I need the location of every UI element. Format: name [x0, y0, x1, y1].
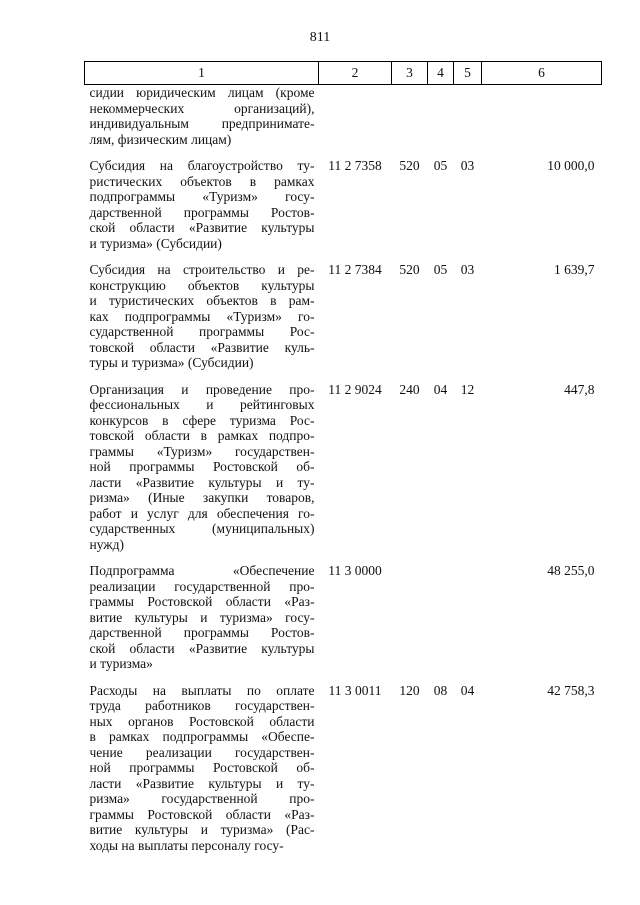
description-line: товской области «Развитие куль-	[89, 339, 315, 355]
row-target-article: 11 2 9024	[328, 381, 382, 397]
description-line: Подпрограмма «Обеспечение	[89, 563, 315, 578]
description-line: конструкцию объектов культуры	[89, 277, 315, 293]
table-row	[85, 158, 602, 251]
header-col-5: 5	[454, 62, 482, 85]
description-line: фессиональных и рейтинговых	[89, 397, 315, 412]
row-expense-type: 240	[399, 381, 420, 397]
description-line: сударственной программы Рос-	[89, 324, 315, 339]
header-col-1: 1	[85, 62, 319, 85]
row-target-article: 11 2 7358	[328, 158, 382, 173]
row-target-article	[319, 85, 392, 148]
row-target-article: 11 2 7384	[328, 262, 382, 277]
row-subsection: 03	[460, 158, 475, 173]
description-line: в рамках подпрограммы «Обеспе-	[89, 729, 315, 744]
row-section: 04	[433, 381, 448, 397]
header-col-3: 3	[392, 62, 428, 85]
table-row	[85, 262, 602, 371]
row-section: 08	[433, 682, 448, 698]
row-section: 05	[433, 262, 448, 277]
row-expense-type: 520	[399, 158, 420, 173]
description-line: конкурсов в сфере туризма Рос-	[89, 412, 315, 428]
description-line: ской области «Развитие культуры	[89, 640, 315, 656]
row-amount: 48 255,0	[547, 563, 595, 578]
description-line: индивидуальным предпринимате-	[89, 116, 315, 131]
row-amount: 10 000,0	[547, 158, 595, 173]
header-col-6: 6	[482, 62, 602, 85]
description-line: витие культуры и туризма» (Рас-	[89, 822, 315, 837]
row-description	[85, 262, 319, 371]
row-subsection: 03	[460, 262, 475, 277]
row-description	[85, 563, 319, 672]
table-row	[85, 382, 602, 553]
description-line: труда работников государствен-	[89, 698, 315, 713]
header-col-4: 4	[428, 62, 454, 85]
table-row	[85, 683, 602, 854]
row-description	[85, 85, 319, 148]
description-line: Расходы на выплаты по оплате	[89, 682, 315, 698]
row-amount: 447,8	[564, 381, 595, 397]
row-expense-type	[392, 85, 428, 148]
row-description	[85, 158, 319, 251]
description-line: сударственных (муниципальных)	[89, 521, 315, 536]
page-number: 811	[309, 30, 331, 45]
table-body	[85, 85, 602, 854]
row-description	[85, 683, 319, 854]
row-spacer	[85, 147, 602, 158]
description-line: лям, физическим лицам)	[89, 131, 232, 147]
header-row	[85, 62, 602, 85]
row-spacer	[85, 251, 602, 262]
description-line: подпрограммы «Туризм» госу-	[89, 189, 315, 204]
description-line: дарственной программы Ростов-	[89, 625, 315, 640]
row-spacer	[85, 371, 602, 382]
description-line: товской области в рамках подпро-	[89, 428, 315, 443]
row-subsection: 12	[460, 381, 475, 397]
row-description	[85, 382, 319, 553]
description-line: Субсидия на благоустройство ту-	[89, 158, 315, 173]
budget-table	[84, 61, 602, 853]
description-line: ристических объектов в рамках	[89, 173, 315, 189]
description-line: ласти «Развитие культуры и ту-	[89, 775, 315, 791]
description-line: чение реализации государствен-	[89, 744, 315, 760]
row-expense-type: 120	[399, 682, 420, 698]
description-line: реализации государственной про-	[89, 578, 315, 594]
description-line: ных органов Ростовской области	[89, 713, 315, 729]
description-line: ках подпрограммы «Туризм» го-	[89, 308, 315, 324]
row-section	[428, 85, 454, 148]
row-spacer	[85, 672, 602, 683]
description-line: ласти «Развитие культуры и ту-	[89, 474, 315, 490]
description-line: работ и услуг для обеспечения го-	[89, 505, 315, 521]
row-expense-type	[392, 563, 428, 672]
row-amount: 1 639,7	[554, 262, 595, 277]
description-line: ходы на выплаты персоналу госу-	[89, 837, 284, 853]
row-amount: 42 758,3	[547, 682, 595, 698]
description-line: граммы «Туризм» государствен-	[89, 443, 315, 459]
row-subsection	[454, 85, 482, 148]
description-line: Субсидия на строительство и ре-	[89, 262, 315, 277]
table-row	[85, 85, 602, 148]
row-expense-type: 520	[399, 262, 420, 277]
description-line: сидии юридическим лицам (кроме	[89, 85, 315, 100]
row-target-article: 11 3 0011	[328, 682, 382, 698]
description-line: и туристических объектов в рам-	[89, 293, 315, 308]
description-line: дарственной программы Ростов-	[89, 204, 315, 220]
row-subsection	[454, 563, 482, 672]
description-line: витие культуры и туризма» госу-	[89, 609, 315, 625]
description-line: ной программы Ростовской об-	[89, 459, 315, 474]
row-amount	[482, 85, 602, 148]
description-line: и туризма» (Субсидии)	[89, 235, 222, 251]
description-line: и туризма»	[89, 656, 153, 671]
description-line: граммы Ростовской области «Раз-	[89, 806, 315, 822]
description-line: некоммерческих организаций),	[89, 100, 315, 116]
table-row	[85, 563, 602, 672]
header-col-2: 2	[319, 62, 392, 85]
row-section: 05	[433, 158, 448, 173]
description-line: ской области «Развитие культуры	[89, 220, 315, 235]
row-subsection: 04	[460, 682, 475, 698]
description-line: ризма» государственной про-	[89, 791, 315, 806]
description-line: Организация и проведение про-	[89, 381, 315, 397]
description-line: ной программы Ростовской об-	[89, 760, 315, 775]
row-spacer	[85, 552, 602, 563]
row-target-article: 11 3 0000	[328, 563, 382, 578]
description-line: нужд)	[89, 536, 124, 552]
description-line: туры и туризма» (Субсидии)	[89, 355, 254, 370]
description-line: ризма» (Иные закупки товаров,	[89, 490, 315, 505]
description-line: граммы Ростовской области «Раз-	[89, 594, 315, 609]
row-section	[428, 563, 454, 672]
